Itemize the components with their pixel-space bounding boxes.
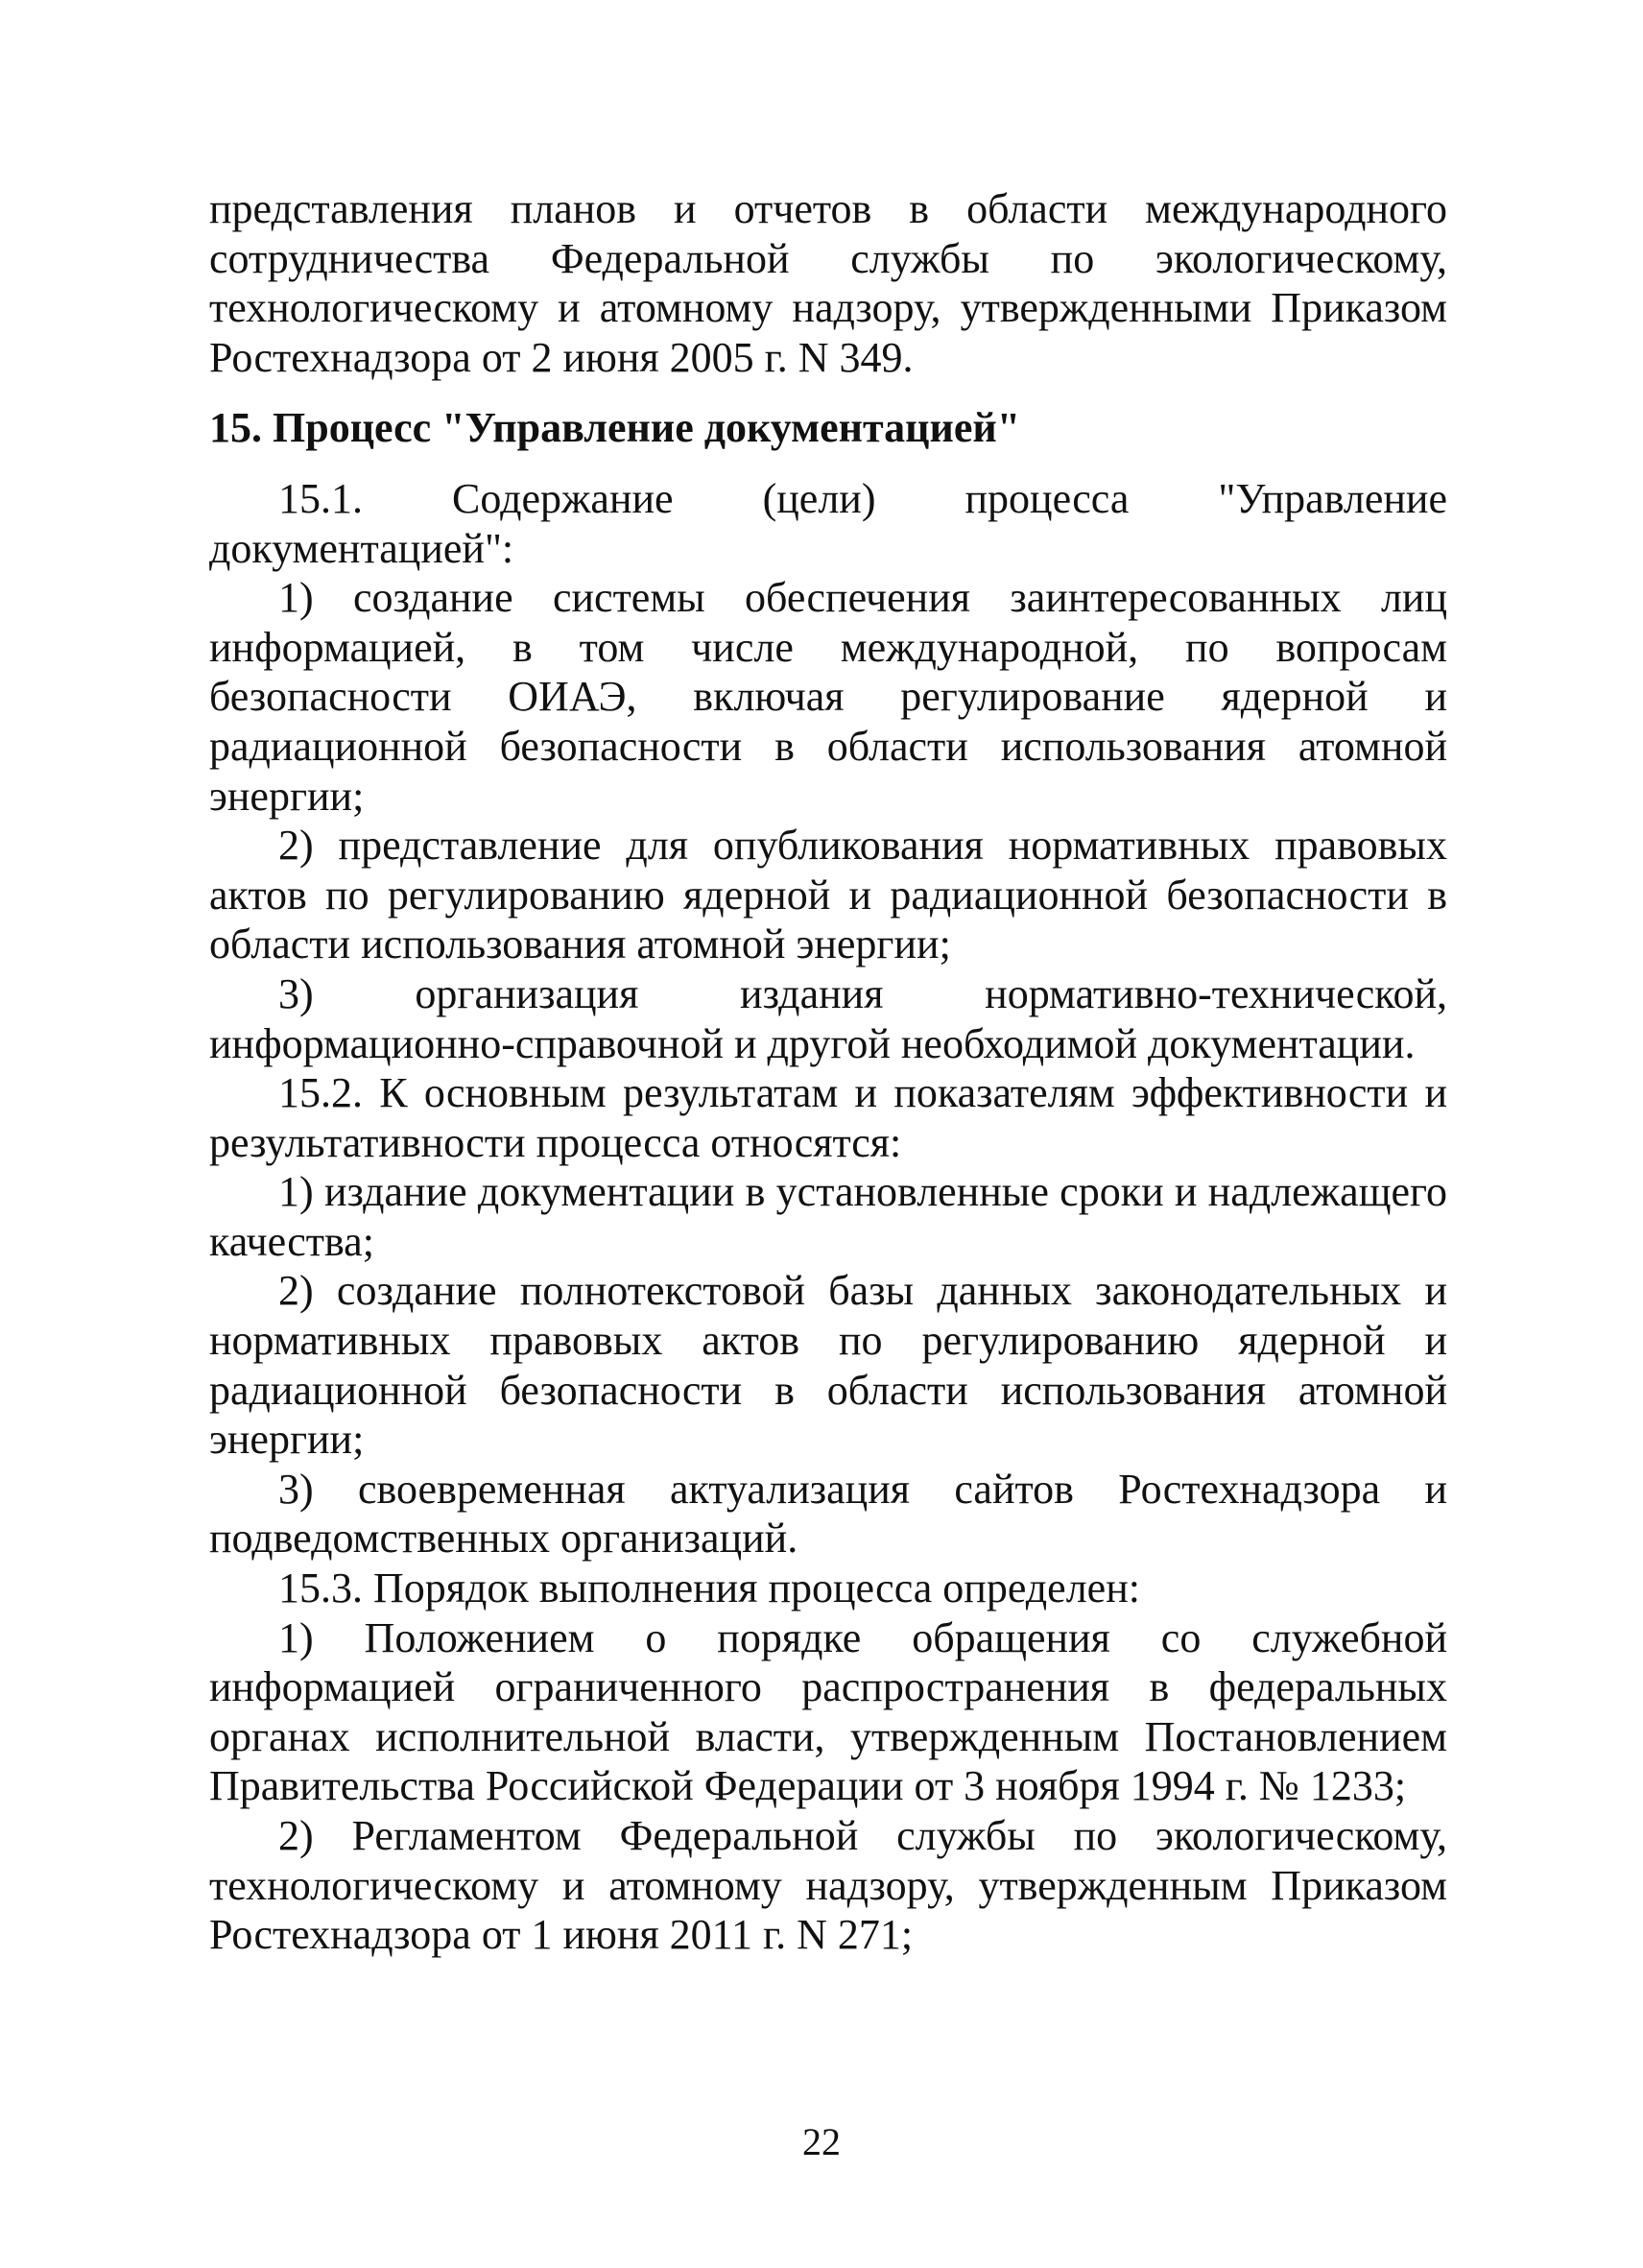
page-number: 22 [802, 2120, 841, 2163]
list-item-15-3-1: 1) Положением о порядке обращения со служебной информацией ограниченного распространения в федеральных органах исполнительной власти, утвержденным Постановлением Правительства Российской Федерации от 3 ноября 1994 г. № 1233; [209, 1613, 1447, 1810]
list-item-15-3-2: 2) Регламентом Федеральной службы по экологическому, технологическому и атомному надзору, утвержденным Приказом Ростехнадзора от 1 июня 2011 г. N 271; [209, 1812, 1447, 1959]
intro-paragraph: представления планов и отчетов в области международного сотрудничества Федеральной службы по экологическому, технологическому и атомному надзору, утвержденными Приказом Ростехнадзора от 2 июня 2005 г. N 349. [209, 185, 1447, 381]
list-item-15-2-1: 1) издание документации в установленные сроки и надлежащего качества; [209, 1168, 1447, 1265]
paragraph-15-1: 15.1. Содержание (цели) процесса "Управление документацией": [209, 474, 1447, 572]
list-item-15-2-2: 2) создание полнотекстовой базы данных законодательных и нормативных правовых актов по регулированию ядерной и радиационной безопасности в области использования атомной энергии; [209, 1267, 1447, 1464]
section-heading: 15. Процесс "Управление документацией" [209, 404, 1021, 452]
list-item-15-1-1: 1) создание системы обеспечения заинтересованных лиц информацией, в том числе международной, по вопросам безопасности ОИАЭ, включая регулирование ядерной и радиационной безопасности в области использования атомной энергии; [209, 574, 1447, 820]
list-item-15-2-3: 3) своевременная актуализация сайтов Ростехнадзора и подведомственных организаций. [209, 1465, 1447, 1563]
paragraph-15-2: 15.2. К основным результатам и показателям эффективности и результативности процесса относятся: [209, 1069, 1447, 1166]
list-item-15-1-2: 2) представление для опубликования нормативных правовых актов по регулированию ядерной и радиационной безопасности в области использования атомной энергии; [209, 822, 1447, 968]
document-page [209, 184, 1447, 1960]
list-item-15-1-3: 3) организация издания нормативно-технической, информационно-справочной и другой необходимой документации. [209, 969, 1447, 1067]
paragraph-15-3: 15.3. Порядок выполнения процесса определен: [278, 1564, 1140, 1612]
